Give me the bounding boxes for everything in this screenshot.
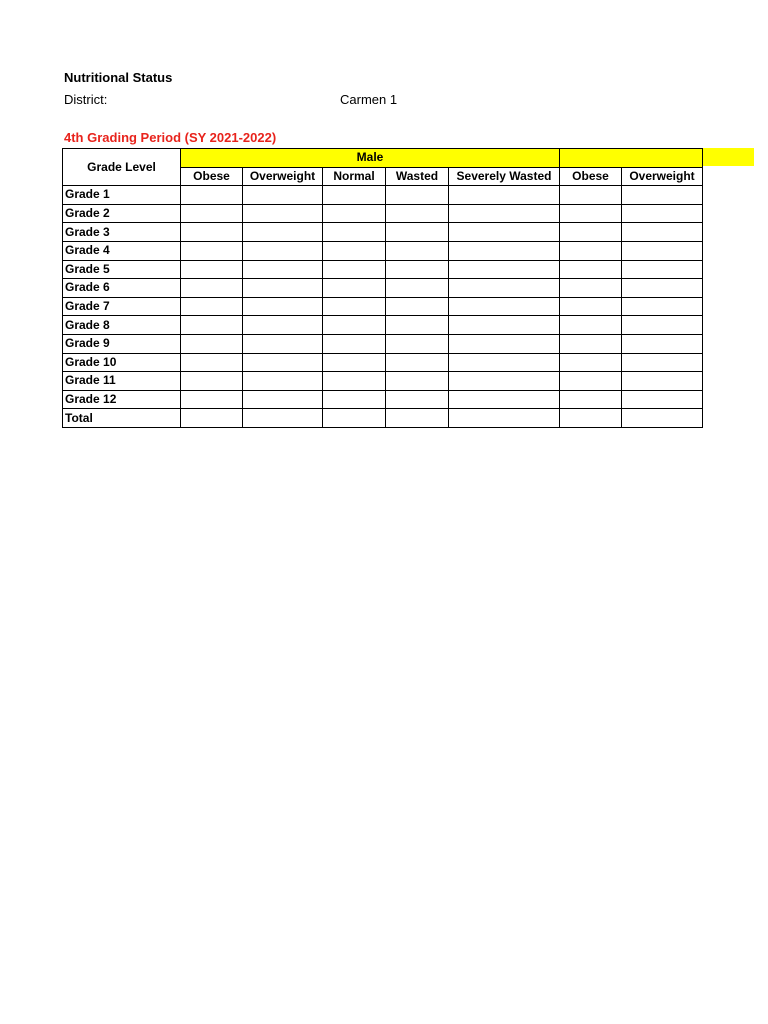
data-cell[interactable] <box>622 241 703 260</box>
data-cell[interactable] <box>386 316 449 335</box>
table-row <box>63 279 703 298</box>
table-row <box>63 409 703 428</box>
data-cell[interactable] <box>449 334 560 353</box>
data-cell[interactable] <box>243 372 323 391</box>
data-cell[interactable] <box>449 372 560 391</box>
data-cell[interactable] <box>560 241 622 260</box>
data-cell[interactable] <box>622 316 703 335</box>
data-cell[interactable] <box>243 334 323 353</box>
grade-label: Grade 6 <box>63 279 181 298</box>
data-cell[interactable] <box>323 260 386 279</box>
table-row <box>63 316 703 335</box>
female-header <box>560 149 703 168</box>
district-value: Carmen 1 <box>340 92 398 107</box>
data-cell[interactable] <box>243 353 323 372</box>
data-cell[interactable] <box>243 241 323 260</box>
data-cell[interactable] <box>560 390 622 409</box>
data-cell[interactable] <box>243 186 323 205</box>
data-cell[interactable] <box>181 353 243 372</box>
data-cell[interactable] <box>560 204 622 223</box>
data-cell[interactable] <box>386 260 449 279</box>
data-cell[interactable] <box>386 186 449 205</box>
data-cell[interactable] <box>323 353 386 372</box>
column-header: Obese <box>181 167 243 186</box>
data-cell[interactable] <box>386 223 449 242</box>
grade-label: Total <box>63 409 181 428</box>
data-cell[interactable] <box>449 260 560 279</box>
data-cell[interactable] <box>560 297 622 316</box>
data-cell[interactable] <box>386 372 449 391</box>
data-cell[interactable] <box>386 241 449 260</box>
table-row <box>63 390 703 409</box>
column-header: Obese <box>560 167 622 186</box>
data-cell[interactable] <box>386 297 449 316</box>
data-cell[interactable] <box>622 204 703 223</box>
data-cell[interactable] <box>181 241 243 260</box>
data-cell[interactable] <box>243 390 323 409</box>
grade-label: Grade 7 <box>63 297 181 316</box>
data-cell[interactable] <box>622 223 703 242</box>
data-cell[interactable] <box>386 279 449 298</box>
data-cell[interactable] <box>449 241 560 260</box>
data-cell[interactable] <box>386 204 449 223</box>
grade-level-header: Grade Level <box>63 149 181 186</box>
table-row <box>63 186 703 205</box>
data-cell[interactable] <box>622 297 703 316</box>
data-cell[interactable] <box>323 409 386 428</box>
data-cell[interactable] <box>323 297 386 316</box>
data-cell[interactable] <box>622 372 703 391</box>
grading-period-title: 4th Grading Period (SY 2021-2022) <box>64 130 277 145</box>
data-cell[interactable] <box>323 316 386 335</box>
data-cell[interactable] <box>386 409 449 428</box>
data-cell[interactable] <box>181 372 243 391</box>
data-cell[interactable] <box>243 204 323 223</box>
data-cell[interactable] <box>181 297 243 316</box>
table-row <box>63 260 703 279</box>
data-cell[interactable] <box>181 334 243 353</box>
data-cell[interactable] <box>181 390 243 409</box>
table-row <box>63 353 703 372</box>
data-cell[interactable] <box>323 372 386 391</box>
data-cell[interactable] <box>323 204 386 223</box>
table-row <box>63 297 703 316</box>
data-cell[interactable] <box>560 260 622 279</box>
column-header: Overweight <box>243 167 323 186</box>
data-cell[interactable] <box>560 279 622 298</box>
data-cell[interactable] <box>243 297 323 316</box>
data-cell[interactable] <box>181 316 243 335</box>
data-cell[interactable] <box>386 353 449 372</box>
grade-label: Grade 3 <box>63 223 181 242</box>
grade-label: Grade 1 <box>63 186 181 205</box>
grade-label: Grade 4 <box>63 241 181 260</box>
column-header: Wasted <box>386 167 449 186</box>
data-cell[interactable] <box>449 223 560 242</box>
grade-label: Grade 12 <box>63 390 181 409</box>
data-cell[interactable] <box>181 279 243 298</box>
grade-label: Grade 11 <box>63 372 181 391</box>
data-cell[interactable] <box>323 390 386 409</box>
column-header: Overweight <box>622 167 703 186</box>
data-cell[interactable] <box>181 186 243 205</box>
data-cell[interactable] <box>622 279 703 298</box>
data-cell[interactable] <box>449 204 560 223</box>
grade-label: Grade 9 <box>63 334 181 353</box>
data-cell[interactable] <box>449 390 560 409</box>
data-cell[interactable] <box>181 223 243 242</box>
data-cell[interactable] <box>560 334 622 353</box>
data-cell[interactable] <box>243 260 323 279</box>
column-header: Severely Wasted <box>449 167 560 186</box>
data-cell[interactable] <box>181 204 243 223</box>
data-cell[interactable] <box>560 353 622 372</box>
data-cell[interactable] <box>622 186 703 205</box>
data-cell[interactable] <box>449 353 560 372</box>
column-header: Normal <box>323 167 386 186</box>
data-cell[interactable] <box>622 353 703 372</box>
table-row <box>63 334 703 353</box>
data-cell[interactable] <box>243 409 323 428</box>
grade-label: Grade 2 <box>63 204 181 223</box>
data-cell[interactable] <box>622 260 703 279</box>
data-cell[interactable] <box>243 223 323 242</box>
data-cell[interactable] <box>622 390 703 409</box>
data-cell[interactable] <box>560 372 622 391</box>
data-cell[interactable] <box>622 409 703 428</box>
data-cell[interactable] <box>323 223 386 242</box>
data-cell[interactable] <box>243 279 323 298</box>
table-row <box>63 223 703 242</box>
data-cell[interactable] <box>386 390 449 409</box>
table-row <box>63 204 703 223</box>
nutritional-status-table <box>62 148 703 428</box>
data-cell[interactable] <box>323 279 386 298</box>
report-title: Nutritional Status <box>64 70 173 85</box>
district-label: District: <box>64 92 108 107</box>
data-cell[interactable] <box>323 241 386 260</box>
data-cell[interactable] <box>560 316 622 335</box>
male-header: Male <box>181 149 560 168</box>
data-cell[interactable] <box>181 260 243 279</box>
data-cell[interactable] <box>622 334 703 353</box>
grade-label: Grade 10 <box>63 353 181 372</box>
data-cell[interactable] <box>560 409 622 428</box>
data-cell[interactable] <box>386 334 449 353</box>
data-cell[interactable] <box>323 186 386 205</box>
grade-label: Grade 5 <box>63 260 181 279</box>
data-cell[interactable] <box>560 186 622 205</box>
grade-label: Grade 8 <box>63 316 181 335</box>
data-cell[interactable] <box>243 316 323 335</box>
table-row <box>63 372 703 391</box>
data-cell[interactable] <box>181 409 243 428</box>
data-cell[interactable] <box>449 186 560 205</box>
data-cell[interactable] <box>560 223 622 242</box>
data-cell[interactable] <box>449 409 560 428</box>
data-cell[interactable] <box>449 297 560 316</box>
data-cell[interactable] <box>323 334 386 353</box>
data-cell[interactable] <box>449 279 560 298</box>
data-cell[interactable] <box>449 316 560 335</box>
table-row <box>63 241 703 260</box>
